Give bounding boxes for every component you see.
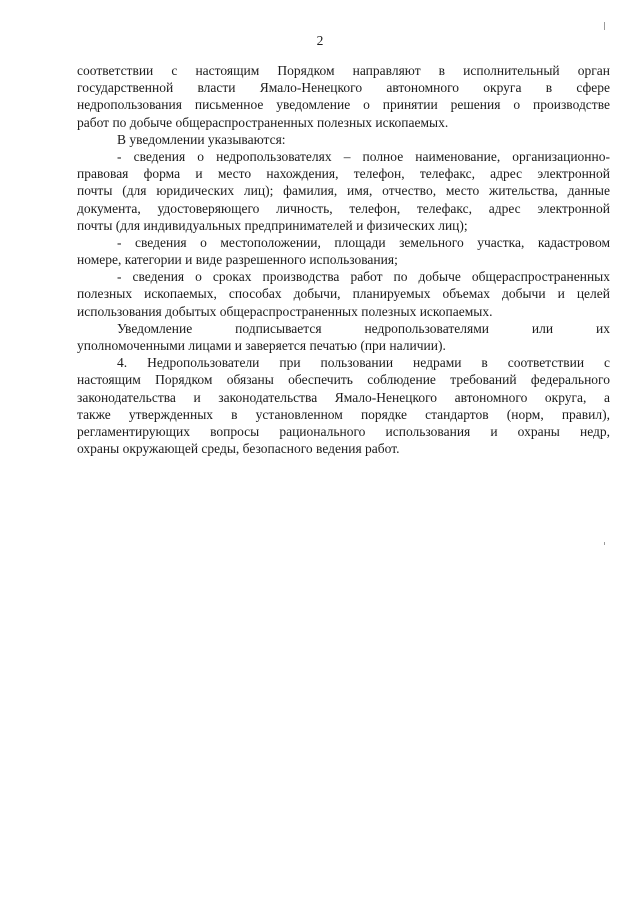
text-line: - сведения о местоположении, площади земельного участка, кадастровом (117, 234, 610, 250)
text-line: - сведения о недропользователях – полное наименование, организационно- (117, 148, 610, 164)
text-line: работ по добыче общераспространенных полезных ископаемых. (77, 114, 449, 130)
text-line: Уведомление подписывается недропользователями или их (117, 320, 610, 336)
text-line: почты (для юридических лиц); фамилия, имя, отчество, место жительства, данные (77, 183, 610, 199)
text-line: документа, удостоверяющего личность, телефон, телефакс, адрес электронной (77, 200, 610, 216)
text-line: охраны окружающей среды, безопасного ведения работ. (77, 441, 400, 457)
text-line: номере, категории и виде разрешенного использования; (77, 252, 398, 268)
text-line: - сведения о сроках производства работ по добыче общераспространенных (117, 269, 610, 285)
text-line: государственной власти Ямало-Ненецкого автономного округа в сфере (77, 80, 610, 96)
scan-mark (604, 542, 605, 545)
text-line: использования добытых общераспространенных полезных ископаемых. (77, 303, 493, 319)
text-line: также утвержденных в установленном порядке стандартов (норм, правил), (77, 406, 610, 422)
text-line: 4. Недропользователи при пользовании недрами в соответствии с (117, 355, 610, 371)
text-line: соответствии с настоящим Порядком направляют в исполнительный орган (77, 63, 610, 78)
text-line: недропользования письменное уведомление о принятии решения о производстве (77, 97, 610, 113)
text-line: регламентирующих вопросы рационального использования и охраны недр, (77, 423, 610, 439)
document-body (77, 62, 610, 457)
text-line: почты (для индивидуальных предпринимателей и физических лиц); (77, 217, 468, 233)
text-line: правовая форма и место нахождения, телефон, телефакс, адрес электронной (77, 166, 610, 182)
text-line: законодательства и законодательства Ямало-Ненецкого автономного округа, а (77, 389, 610, 405)
scan-mark (604, 22, 605, 30)
text-line: настоящим Порядком обязаны обеспечить соблюдение требований федерального (77, 372, 610, 388)
page-number: 2 (316, 33, 324, 48)
text-line: В уведомлении указываются: (117, 131, 286, 147)
text-line: полезных ископаемых, способах добычи, планируемых объемах добычи и целей (77, 286, 610, 302)
text-line: уполномоченными лицами и заверяется печатью (при наличии). (77, 338, 446, 353)
